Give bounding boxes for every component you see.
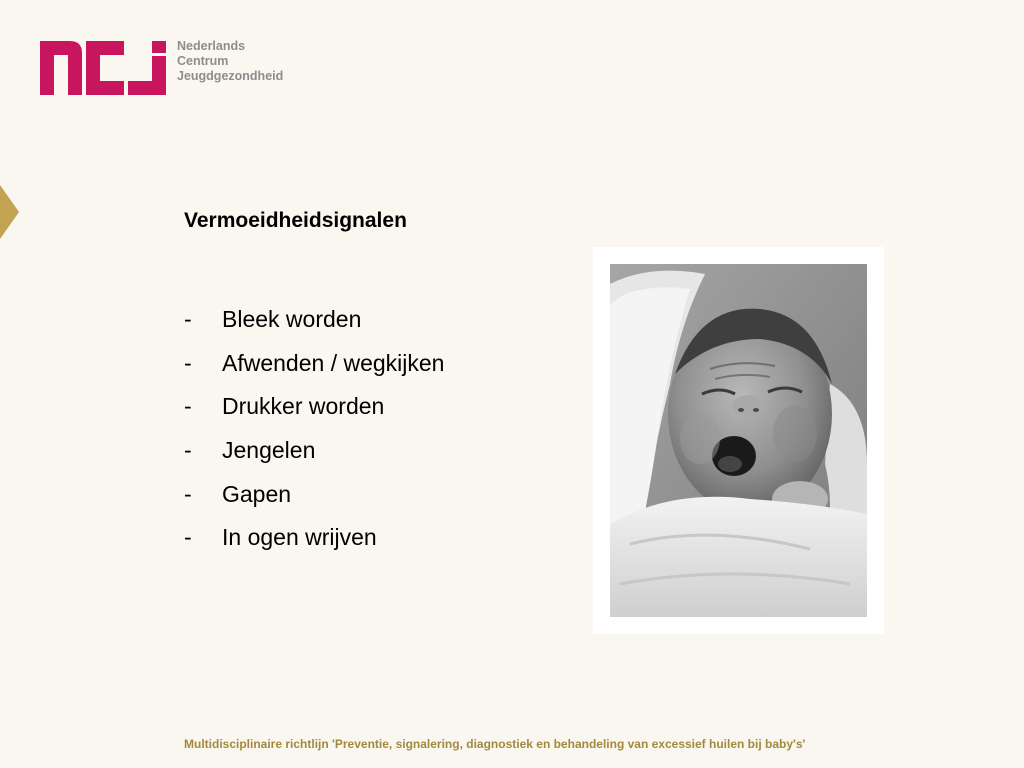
bullet-item	[184, 429, 444, 473]
bullet-dash: -	[184, 349, 192, 376]
bullet-dash: -	[184, 480, 192, 507]
bullet-text: Drukker worden	[222, 393, 385, 420]
ncj-logo	[40, 38, 283, 95]
slide-marker-arrow-icon	[0, 185, 19, 239]
bullet-item	[184, 298, 444, 342]
footer-citation: Multidisciplinaire richtlijn 'Preventie, signalering, diagnostiek en behandeling van excessief huilen bij baby's'	[184, 737, 806, 751]
bullet-item	[184, 342, 444, 386]
bullet-dash: -	[184, 306, 192, 333]
bullet-text: Bleek worden	[222, 306, 362, 333]
bullet-text: In ogen wrijven	[222, 524, 377, 551]
logo-line-3: Jeugdgezondheid	[177, 69, 284, 83]
slide-title: Vermoeidheidsignalen	[184, 209, 407, 232]
bullet-item	[184, 385, 444, 429]
bullet-text: Afwenden / wegkijken	[222, 349, 445, 376]
ncj-logo-text	[177, 39, 283, 84]
bullet-dash: -	[184, 393, 192, 420]
bullet-dash: -	[184, 524, 192, 551]
logo-line-2: Centrum	[177, 54, 229, 68]
bullet-dash: -	[184, 437, 192, 464]
bullet-list	[184, 298, 444, 560]
bullet-item	[184, 472, 444, 516]
bullet-item	[184, 516, 444, 560]
bullet-text: Gapen	[222, 480, 292, 507]
yawning-baby-photo	[593, 247, 884, 634]
logo-line-1: Nederlands	[177, 39, 246, 53]
bullet-text: Jengelen	[222, 437, 316, 464]
ncj-logo-mark	[40, 38, 167, 95]
baby-image	[610, 264, 867, 617]
